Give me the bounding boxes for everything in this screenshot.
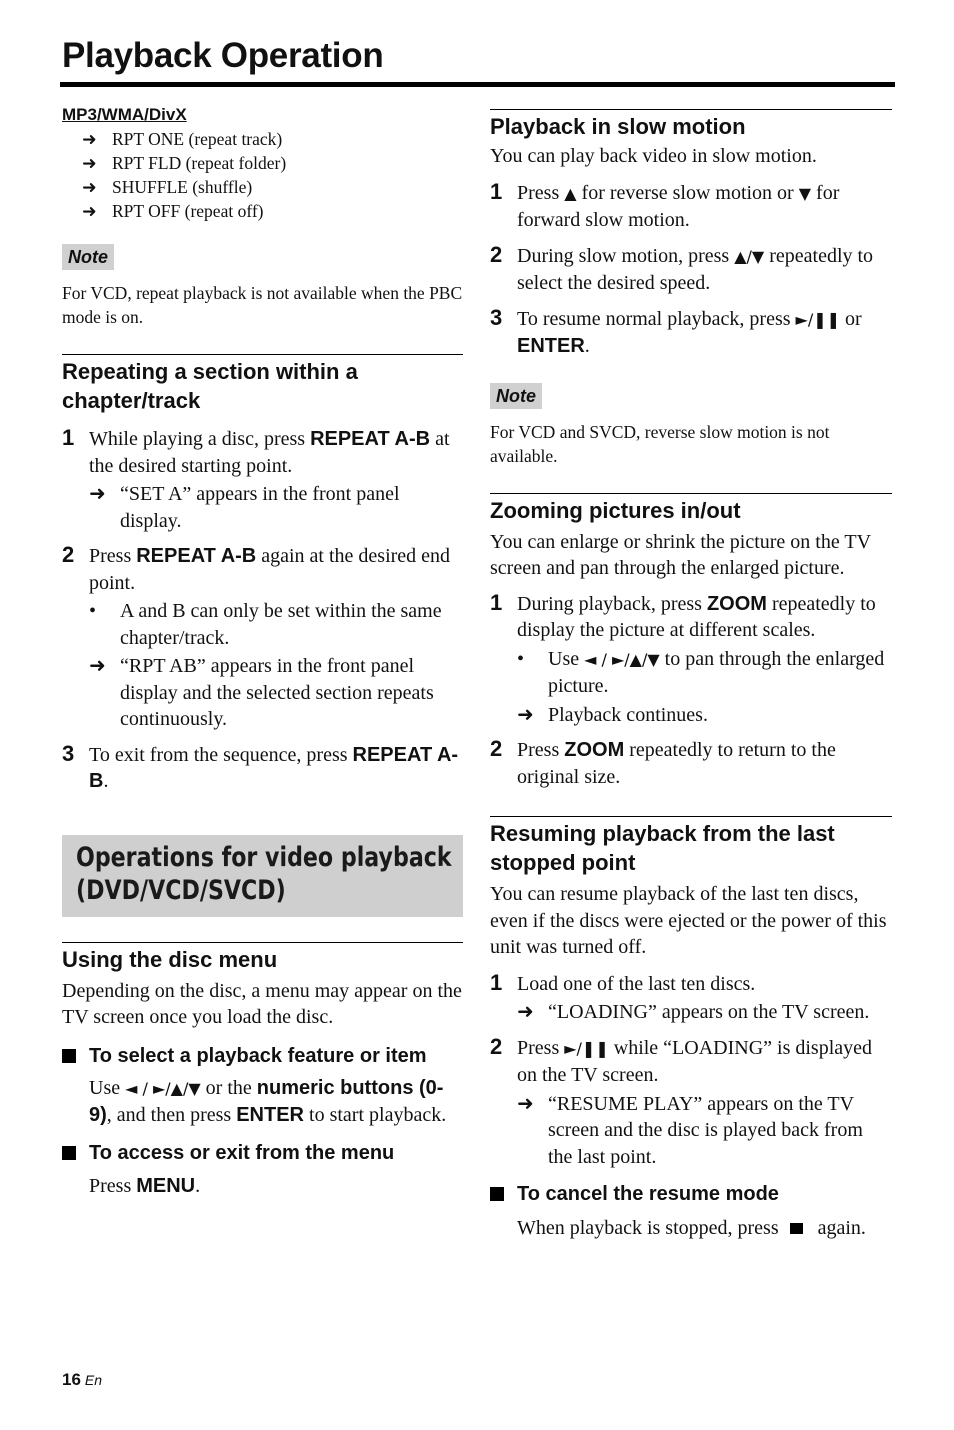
zoom-intro: You can enlarge or shrink the picture on the TV screen and pan through the enlarged picture. — [490, 530, 871, 579]
play-pause-icon: ►/❚❚ — [564, 1038, 609, 1058]
up-arrow-icon: ▲ — [564, 183, 577, 203]
step-number: 3 — [62, 740, 75, 766]
access-heading: To access or exit from the menu — [62, 1140, 463, 1166]
section-heading-disc-menu: Using the disc menu — [62, 942, 463, 974]
down-arrow-icon: ▼ — [798, 183, 812, 203]
step-number: 2 — [490, 241, 503, 267]
resume-intro: You can resume playback of the last ten discs, even if the discs were ejected or the power of this unit was turned off. — [490, 883, 887, 958]
left-column — [62, 100, 463, 1199]
step-1: 1 Load one of the last ten discs. — [490, 971, 892, 998]
select-heading: To select a playback feature or item — [62, 1043, 463, 1069]
arrow-icon: ➜ — [517, 1092, 534, 1115]
step-bullet: • Use ◄ / ►/▲/▼ to pan through the enlarged picture. — [517, 646, 892, 700]
step-3: 3 To resume normal playback, press ►/❚❚ or ENTER. — [490, 306, 892, 360]
mp3-heading: MP3/WMA/DivX — [62, 105, 187, 124]
mp3-list — [62, 127, 463, 223]
step-number: 1 — [490, 969, 503, 995]
step-2: 2 Press ►/❚❚ while “LOADING” is displayed on the TV screen. — [490, 1035, 892, 1089]
page-number: 16 — [62, 1370, 81, 1389]
access-text: Press MENU. — [89, 1174, 201, 1197]
square-bullet-icon — [62, 1049, 76, 1063]
page-footer — [62, 1370, 102, 1390]
step-1: 1 While playing a disc, press REPEAT A-B at the desired starting point. — [62, 426, 463, 479]
list-item: ➜ RPT OFF (repeat off) — [62, 199, 463, 223]
step-bullet: • A and B can only be set within the same chapter/track. — [89, 598, 463, 651]
arrow-icon: ➜ — [517, 1001, 534, 1023]
select-text: Use ◄ / ►/▲/▼ or the numeric buttons (0-9), and then press ENTER to start playback. — [89, 1076, 447, 1126]
arrow-icon: ➜ — [89, 483, 106, 505]
square-bullet-icon — [62, 1146, 76, 1160]
square-bullet-icon — [490, 1187, 504, 1201]
arrow-icon: ➜ — [82, 153, 97, 173]
right-column — [490, 100, 892, 1242]
step-number: 1 — [490, 178, 503, 204]
step-number: 1 — [490, 589, 503, 615]
step-number: 3 — [490, 304, 503, 330]
step-2: 2 Press REPEAT A-B again at the desired end point. — [62, 543, 463, 596]
play-pause-icon: ►/❚❚ — [795, 309, 841, 329]
step-result: ➜ “RESUME PLAY” appears on the TV screen and the disc is played back from the last point. — [517, 1091, 892, 1171]
step-result: ➜ Playback continues. — [517, 702, 892, 729]
bullet-icon: • — [517, 647, 525, 670]
note-label: Note — [490, 383, 542, 409]
list-item: ➜ SHUFFLE (shuffle) — [62, 175, 463, 199]
list-item: ➜ RPT ONE (repeat track) — [62, 127, 463, 151]
step-result: ➜ “LOADING” appears on the TV screen. — [517, 999, 892, 1026]
step-result: ➜ “RPT AB” appears in the front panel display and the selected section repeats continuously. — [89, 653, 463, 733]
step-number: 2 — [490, 1033, 503, 1059]
section-heading-zoom: Zooming pictures in/out — [490, 493, 892, 525]
disc-menu-text: Depending on the disc, a menu may appear on the TV screen once you load the disc. — [62, 979, 462, 1028]
step-1: 1 Press ▲ for reverse slow motion or ▼ for forward slow motion. — [490, 180, 892, 234]
step-number: 2 — [62, 542, 75, 567]
step-result: ➜ “SET A” appears in the front panel display. — [89, 481, 463, 534]
stop-icon — [790, 1223, 803, 1234]
section-heading-slow: Playback in slow motion — [490, 109, 892, 141]
title-rule — [60, 82, 895, 87]
arrow-icon: ➜ — [517, 703, 534, 726]
cancel-text: When playback is stopped, press again. — [517, 1217, 866, 1239]
arrow-icon: ➜ — [82, 177, 97, 197]
step-2: 2 During slow motion, press ▲/▼ repeatedly to select the desired speed. — [490, 243, 892, 297]
note-text: For VCD and SVCD, reverse slow motion is not available. — [490, 421, 830, 466]
note-label: Note — [62, 244, 114, 270]
step-number: 2 — [490, 736, 503, 761]
list-item: ➜ RPT FLD (repeat folder) — [62, 151, 463, 175]
step-1: 1 During playback, press ZOOM repeatedly to display the picture at different scales. — [490, 591, 892, 644]
bullet-icon: • — [89, 600, 97, 622]
arrow-icon: ➜ — [89, 655, 106, 677]
page-title: Playback Operation — [62, 36, 384, 75]
language-code: En — [84, 1372, 103, 1388]
step-3: 3 To exit from the sequence, press REPEAT A-B. — [62, 742, 463, 795]
step-number: 1 — [62, 425, 75, 450]
note-text: For VCD, repeat playback is not available when the PBC mode is on. — [62, 283, 463, 327]
arrow-icon: ➜ — [82, 201, 97, 221]
section-banner: Operations for video playback (DVD/VCD/SVCD) — [62, 835, 463, 917]
section-heading-resume: Resuming playback from the last stopped point — [490, 816, 892, 877]
arrow-icon: ➜ — [82, 129, 97, 149]
section-heading-repeat: Repeating a section within a chapter/track — [62, 354, 463, 415]
step-2: 2 Press ZOOM repeatedly to return to the original size. — [490, 737, 892, 790]
cancel-heading: To cancel the resume mode — [490, 1181, 892, 1207]
slow-intro: You can play back video in slow motion. — [490, 145, 817, 167]
